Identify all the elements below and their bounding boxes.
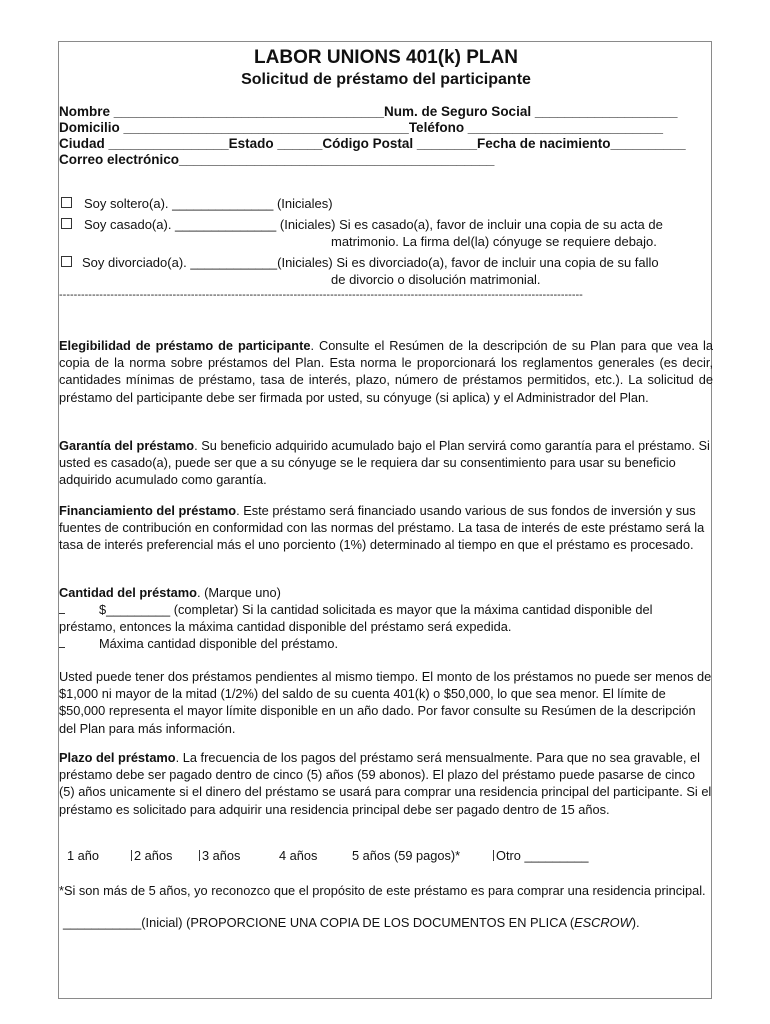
loan-limits-paragraph: Usted puede tener dos préstamos pendientes al mismo tiempo. El monto de los préstamos no puede ser menos de $1,000 ni mayor de la mitad (1/2%) del saldo de su cuenta 401(k) o $50,000, lo que sea menor. El límite de $50,000 representa el mayor límite disponible en un año dado. Por favor consulte su Resúmen de la descripción del Plan para más información. (59, 669, 712, 736)
address-phone-field-line[interactable]: Domicilio ______________________________________Teléfono __________________________ (59, 120, 664, 135)
term-option-2-years[interactable] (131, 848, 172, 863)
footnote: *Si son más de 5 años, yo reconozco que el propósito de este préstamo es para comprar una residencia principal. (59, 883, 706, 898)
term-option-5-label: 5 años (59 pagos)* (352, 848, 461, 863)
term-option-other-label: Otro _________ (496, 848, 589, 863)
email-field-line[interactable]: Correo electrónico__________________________________________ (59, 152, 495, 167)
term-heading: Plazo del préstamo (59, 750, 176, 765)
amount-option-maximum[interactable] (59, 636, 338, 651)
form-subtitle: Solicitud de préstamo del participante (241, 71, 531, 88)
married-option[interactable] (61, 217, 663, 232)
amount-maximum-checkbox[interactable] (59, 638, 65, 648)
amount-specific-checkbox[interactable] (59, 604, 65, 614)
single-label: Soy soltero(a). ______________ (Iniciales) (84, 196, 333, 211)
term-option-1-label: 1 año (67, 848, 100, 863)
eligibility-paragraph (59, 337, 713, 406)
initial-line-suffix: ). (631, 915, 640, 930)
financing-heading: Financiamiento del préstamo (59, 503, 237, 518)
initial-line[interactable] (63, 915, 640, 930)
term-text: . La frecuencia de los pagos del préstamo será mensualmente. Para que no sea gravable, el préstamo debe ser pagado dentro de cinco (5) años (59 abonos). El plazo del préstamo puede pasarse de cinco (5) años unicamente si el dinero del préstamo se usará para comprar una residencia principal del participante. Si el préstamo es solicitado para adquirir una residencia principal debe ser pagado dentro de 15 años. (59, 750, 712, 817)
amount-maximum-label: Máxima cantidad disponible del préstamo. (99, 636, 339, 651)
married-checkbox[interactable] (61, 218, 72, 229)
term-option-other[interactable] (493, 848, 589, 863)
single-checkbox[interactable] (61, 197, 72, 208)
divorced-option[interactable] (61, 255, 659, 270)
term-option-3-years[interactable] (199, 848, 240, 863)
amount-specific-label: $_________ (completar) Si la cantidad solicitada es mayor que la máxima cantidad disponible del (99, 602, 653, 617)
term-option-1-year[interactable] (67, 848, 99, 863)
amount-instruction: . (Marque uno) (196, 585, 281, 600)
term-2-checkbox[interactable] (131, 850, 132, 861)
single-option[interactable] (61, 196, 333, 211)
term-option-4-years[interactable] (279, 848, 317, 863)
term-paragraph (59, 749, 713, 818)
amount-option-specific-continued: préstamo, entonces la máxima cantidad disponible del préstamo será expedida. (59, 619, 512, 634)
divorced-label: Soy divorciado(a). ____________(Iniciales) Si es divorciado(a), favor de incluir una copia de su fallo (82, 255, 659, 270)
initial-line-prefix: ___________(Inicial) (PROPORCIONE UNA COPIA DE LOS DOCUMENTOS EN PLICA ( (63, 915, 575, 930)
form-title: LABOR UNIONS 401(k) PLAN (254, 47, 518, 68)
divorced-label-continued: de divorcio o disolución matrimonial. (331, 272, 541, 287)
financing-text: . Este préstamo será financiado usando various de sus fondos de inversión y sus fuentes de contribución en conformidad con las normas del préstamo. La tasa de interés de este préstamo será la tasa de interés preferencial más el uno porciento (1%) determinado al tiempo en que el préstamo es procesado. (59, 503, 705, 553)
dashed-separator: ----------------------------------------------------------------------------------------------------------------------------------------------- (59, 289, 583, 301)
term-option-2-label: 2 años (134, 848, 173, 863)
guarantee-paragraph (59, 437, 713, 489)
divorced-checkbox[interactable] (61, 256, 72, 267)
eligibility-heading: Elegibilidad de préstamo de participante (59, 338, 311, 353)
term-option-5-years[interactable] (352, 848, 460, 863)
term-3-checkbox[interactable] (199, 850, 200, 861)
eligibility-text: . Consulte el Resúmen de la descripción de su Plan para que vea la copia de la norma sobre préstamos del Plan. Esta norma le proporcionará los reglamentos generales (es decir, cantidades mínimas de préstamo, tasa de interés, plazo, número de préstamos permitidos, etc.). La solicitud de préstamo del participante debe ser firmada por usted, su cónyuge (si aplica) y el Administrador del Plan. (59, 338, 713, 405)
term-other-checkbox[interactable] (493, 850, 494, 861)
financing-paragraph (59, 502, 713, 554)
name-ssn-field-line[interactable]: Nombre ____________________________________Num. de Seguro Social ___________________ (59, 104, 678, 119)
escrow-term: ESCROW (574, 915, 632, 930)
guarantee-text: . Su beneficio adquirido acumulado bajo el Plan servirá como garantía para el préstamo. Si usted es casado(a), puede ser que a su cónyuge se le requiera dar su consentimiento para usar su beneficio adquirido acumulado como garantía. (59, 438, 710, 488)
term-option-3-label: 3 años (202, 848, 241, 863)
amount-heading: Cantidad del préstamo (59, 585, 197, 600)
married-label-continued: matrimonio. La firma del(la) cónyuge se requiere debajo. (331, 234, 657, 249)
amount-option-specific[interactable] (59, 602, 652, 617)
married-label: Soy casado(a). ______________ (Iniciales) Si es casado(a), favor de incluir una copia de su acta de (84, 217, 663, 232)
amount-heading-line (59, 585, 281, 600)
guarantee-heading: Garantía del préstamo (59, 438, 195, 453)
term-option-4-label: 4 años (279, 848, 318, 863)
loan-application-page (58, 41, 712, 999)
city-state-zip-dob-field-line[interactable]: Ciudad ________________Estado ______Código Postal ________Fecha de nacimiento__________ (59, 136, 686, 151)
